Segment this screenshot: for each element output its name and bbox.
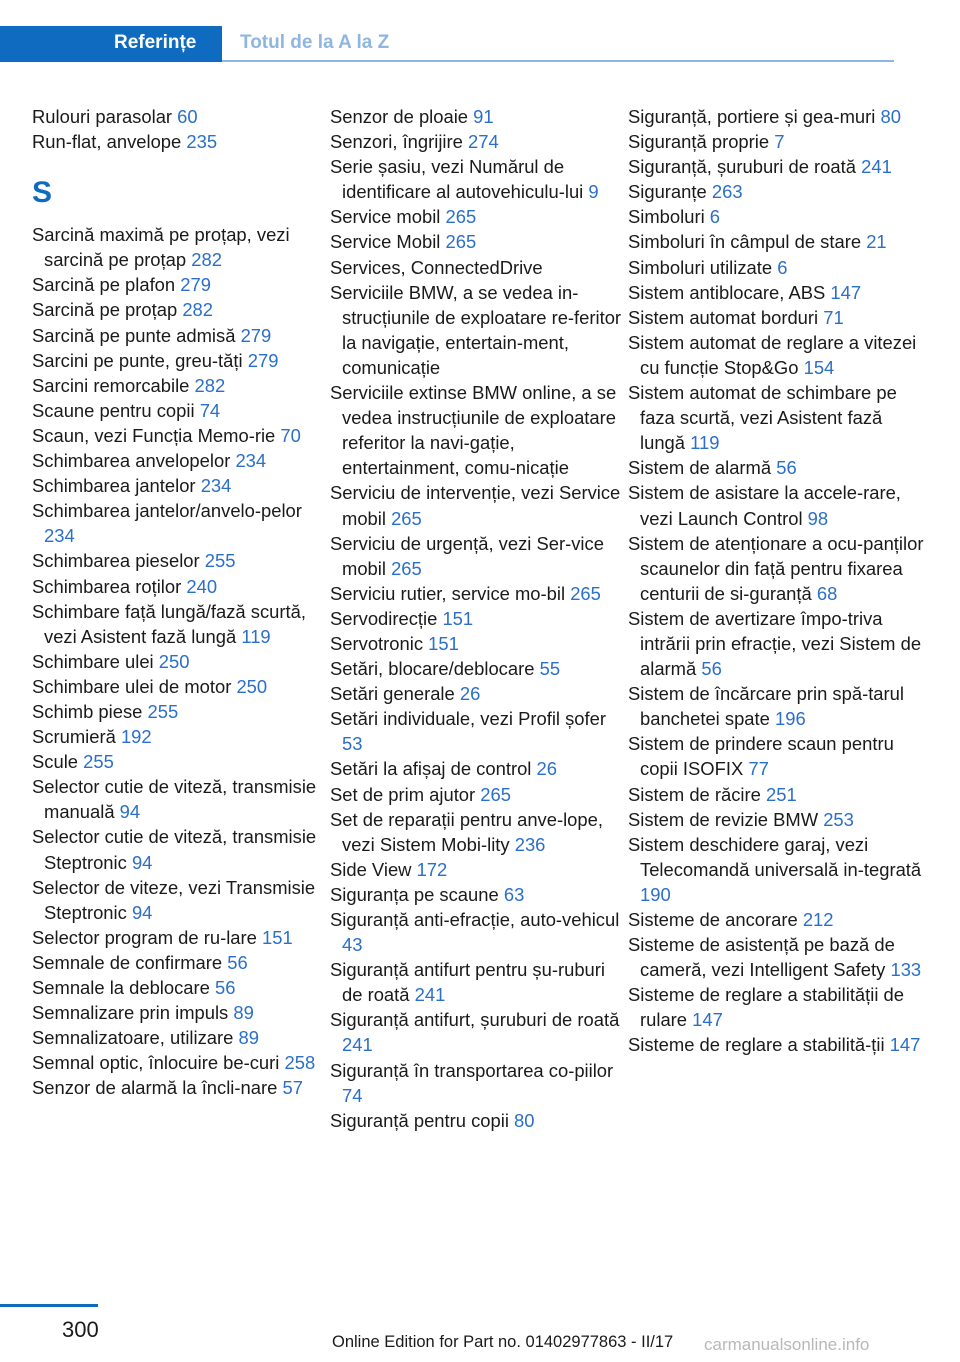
index-entry <box>32 473 322 498</box>
page-link[interactable]: 68 <box>816 582 838 604</box>
page-link[interactable]: 151 <box>442 607 474 629</box>
index-entry <box>330 255 622 280</box>
entry-text: Sistem de avertizare împo-triva intrării prin efracție, vezi Sistem de alarmă <box>628 607 922 680</box>
index-entry <box>628 330 928 380</box>
page-link[interactable]: 234 <box>200 475 232 497</box>
page-link[interactable]: 91 <box>473 106 494 127</box>
entry-text: Sistem automat borduri <box>628 306 819 328</box>
entry-text: Siguranță, portiere și gea-muri <box>628 106 876 127</box>
entry-text: Scaun, vezi Funcția Memo-rie <box>32 424 276 446</box>
index-entry <box>32 599 322 649</box>
page-link[interactable]: 190 <box>640 883 671 905</box>
page-link[interactable]: 9 <box>588 181 599 203</box>
section-letter: S <box>32 176 53 210</box>
index-entry <box>628 305 928 330</box>
page-link[interactable]: 172 <box>416 858 448 880</box>
index-column-1 <box>32 104 322 1100</box>
page-link[interactable]: 53 <box>342 733 363 755</box>
entry-text: Senzor de ploaie <box>330 106 469 127</box>
index-entry <box>628 531 928 606</box>
page-link[interactable]: 147 <box>692 1009 723 1031</box>
index-entry <box>330 706 622 756</box>
entry-text: Sistem de prindere scaun pentru copii ISOFIX <box>628 733 894 780</box>
index-entry <box>32 222 322 272</box>
index-entry <box>628 179 928 204</box>
index-entry <box>330 857 622 882</box>
page-link[interactable]: 21 <box>866 231 887 253</box>
index-entry <box>32 297 322 322</box>
entry-text: Semnalizatoare, utilizare <box>32 1027 234 1049</box>
page-link[interactable]: 56 <box>215 977 236 998</box>
edition-note: Online Edition for Part no. 01402977863 - II/17 <box>332 1333 674 1351</box>
entry-text: Sistem antiblocare, ABS <box>628 281 826 303</box>
index-entry <box>32 448 322 473</box>
index-entry <box>32 724 322 749</box>
index-entry <box>330 1007 622 1057</box>
index-entry <box>628 907 928 932</box>
entry-text: Semnale la deblocare <box>32 977 210 998</box>
entry-text: Schimbarea jantelor/anvelo-pelor <box>32 500 302 522</box>
entry-text: Schimbarea pieselor <box>32 550 200 572</box>
page-link[interactable]: 234 <box>235 450 267 472</box>
entry-text: Siguranță, șuruburi de roată <box>628 156 856 178</box>
footer-accent-line <box>0 1304 98 1307</box>
page-link[interactable]: 55 <box>539 658 561 680</box>
entry-text: Senzor de alarmă la încli-nare <box>32 1077 278 1099</box>
header-divider <box>222 60 894 62</box>
index-entry <box>32 574 322 599</box>
entry-text: Siguranță în transportarea co-piilor <box>330 1059 614 1081</box>
index-entry <box>628 380 928 455</box>
index-entry <box>32 824 322 874</box>
entry-text: Siguranțe <box>628 181 707 203</box>
entry-text: Selector program de ru-lare <box>32 926 257 948</box>
entry-text: Siguranța pe scaune <box>330 883 499 905</box>
index-entry <box>32 1025 322 1050</box>
entry-text: Schimbare ulei <box>32 650 154 672</box>
entry-text: Simboluri în câmpul de stare <box>628 231 862 253</box>
index-entry <box>330 1108 622 1133</box>
entry-text: Scule <box>32 751 79 773</box>
page-link[interactable]: 7 <box>774 131 785 153</box>
entry-text: Sistem de încărcare prin spă-tarul banchetei spate <box>628 683 904 730</box>
page-link[interactable]: 236 <box>514 833 546 855</box>
watermark: carmanualsonline.info <box>704 1335 870 1354</box>
entry-text: Set de prim ajutor <box>330 783 476 805</box>
index-entry <box>628 807 928 832</box>
page-link[interactable]: 80 <box>514 1109 535 1131</box>
index-entry <box>32 323 322 348</box>
entry-text: Serviciile extinse BMW online, a se vedea instrucțiunile de exploatare referitor la navi-gație, entertainment, comu-nicație <box>330 382 617 479</box>
page-link[interactable]: 235 <box>186 131 218 153</box>
entry-text: Setări, blocare/deblocare <box>330 658 535 680</box>
page-link[interactable]: 56 <box>227 951 248 973</box>
entry-text: Serviciu rutier, service mo-bil <box>330 582 566 604</box>
page-link[interactable]: 56 <box>701 658 722 680</box>
index-entry <box>32 104 322 129</box>
page-number: 300 <box>62 1317 99 1342</box>
entry-text: Siguranță antifurt pentru șu-ruburi de roată <box>330 959 605 1006</box>
page-link[interactable]: 26 <box>459 683 481 705</box>
entry-text: Semnal optic, înlocuire be-curi <box>32 1052 280 1074</box>
entry-text: Sistem de atenționare a ocu-panților scaunelor din față pentru fixarea centurii de si-guranță <box>628 532 924 604</box>
entry-text: Selector cutie de viteză, transmisie Steptronic <box>32 826 317 873</box>
entry-text: Simboluri utilizate <box>628 256 773 278</box>
index-entry <box>628 204 928 229</box>
page-link[interactable]: 265 <box>445 231 477 253</box>
entry-text: Sistem de alarmă <box>628 457 772 479</box>
page-link[interactable]: 119 <box>690 432 720 454</box>
entry-text: Sisteme de reglare a stabilității de rulare <box>628 984 905 1031</box>
index-entry <box>330 756 622 781</box>
index-entry <box>628 782 928 807</box>
index-entry <box>628 229 928 254</box>
page-link[interactable]: 282 <box>194 374 226 396</box>
page-link[interactable]: 255 <box>204 550 236 572</box>
index-entry <box>330 204 622 229</box>
page-link[interactable]: 60 <box>177 106 198 127</box>
page-link[interactable]: 279 <box>180 274 211 296</box>
entry-text: Rulouri parasolar <box>32 106 173 127</box>
page-link[interactable]: 6 <box>777 256 788 278</box>
entry-text: Setări la afișaj de control <box>330 758 532 780</box>
entry-text: Setări individuale, vezi Profil șofer <box>330 708 606 730</box>
entry-text: Sistem de asistare la accele-rare, vezi Launch Control <box>628 482 901 529</box>
page-link[interactable]: 151 <box>262 926 293 948</box>
index-entry <box>32 423 322 448</box>
index-entry <box>32 749 322 774</box>
index-entry <box>628 129 928 154</box>
entry-text: Sarcină pe punte admisă <box>32 324 236 346</box>
page-link[interactable]: 265 <box>480 783 511 805</box>
page-link[interactable]: 89 <box>233 1002 254 1024</box>
index-entry <box>330 882 622 907</box>
page-link[interactable]: 70 <box>280 424 301 446</box>
page-link[interactable]: 94 <box>131 851 153 873</box>
index-entry <box>628 982 928 1032</box>
page-link[interactable]: 147 <box>830 281 862 303</box>
page-link[interactable]: 26 <box>536 758 557 780</box>
index-entry <box>628 455 928 480</box>
page-link[interactable]: 253 <box>823 808 854 830</box>
page-link[interactable]: 212 <box>802 909 834 930</box>
entry-text: Serviciu de urgență, vezi Ser-vice mobil <box>330 532 604 579</box>
index-entry <box>628 731 928 781</box>
entry-text: Services, ConnectedDrive <box>330 256 543 278</box>
page-link[interactable]: 265 <box>391 557 422 579</box>
entry-text: Run-flat, anvelope <box>32 131 182 153</box>
entry-text: Setări generale <box>330 683 455 705</box>
page-link[interactable]: 133 <box>890 959 922 981</box>
index-entry <box>628 480 928 530</box>
page-link[interactable]: 282 <box>191 249 222 271</box>
entry-text: Sistem automat de schimbare pe faza scurtă, vezi Asistent fază lungă <box>628 382 897 454</box>
entry-text: Sistem automat de reglare a vitezei cu funcție Stop&Go <box>628 331 917 378</box>
page-link[interactable]: 119 <box>241 625 271 647</box>
index-entry <box>32 975 322 1000</box>
page-link[interactable]: 255 <box>147 700 179 722</box>
index-entry <box>32 1050 322 1075</box>
index-entry <box>32 649 322 674</box>
index-entry <box>32 272 322 297</box>
entry-text: Sarcină maximă pe proțap, vezi sarcină pe proțap <box>32 224 290 271</box>
entry-text: Schimbare ulei de motor <box>32 675 232 697</box>
index-entry <box>330 380 622 480</box>
page-link[interactable]: 192 <box>120 726 152 748</box>
entry-text: Simboluri <box>628 206 705 228</box>
entry-text: Scaune pentru copii <box>32 399 195 421</box>
entry-text: Serie șasiu, vezi Numărul de identificare al autovehiculu-lui <box>330 156 584 203</box>
page-link[interactable]: 71 <box>823 306 844 328</box>
entry-text: Semnale de confirmare <box>32 951 223 973</box>
index-entry <box>330 907 622 957</box>
entry-text: Sarcină pe plafon <box>32 274 176 296</box>
page-link[interactable]: 154 <box>803 356 835 378</box>
entry-text: Schimb piese <box>32 700 143 722</box>
page-link[interactable]: 279 <box>247 349 279 371</box>
page-link[interactable]: 250 <box>158 650 190 672</box>
page-link[interactable]: 279 <box>240 324 272 346</box>
page-link[interactable]: 80 <box>880 106 901 127</box>
index-entry <box>32 699 322 724</box>
entry-text: Sistem de răcire <box>628 783 761 805</box>
index-entry <box>628 255 928 280</box>
page-link[interactable]: 77 <box>748 758 769 780</box>
entry-text: Schimbarea anvelopelor <box>32 450 231 472</box>
index-entry <box>330 681 622 706</box>
page-link[interactable]: 250 <box>236 675 268 697</box>
page-link[interactable]: 94 <box>131 901 153 923</box>
index-entry <box>330 154 622 204</box>
index-entry <box>628 932 928 982</box>
entry-text: Service Mobil <box>330 231 441 253</box>
index-entry <box>330 606 622 631</box>
page-link[interactable]: 258 <box>284 1052 316 1074</box>
index-entry <box>32 950 322 975</box>
page-link[interactable]: 56 <box>776 457 797 479</box>
index-entry <box>330 129 622 154</box>
index-entry <box>32 548 322 573</box>
index-entry <box>32 774 322 824</box>
index-entry <box>330 104 622 129</box>
page-link[interactable]: 240 <box>186 575 218 597</box>
index-entry <box>32 373 322 398</box>
entry-text: Scrumieră <box>32 726 116 748</box>
index-entry <box>628 154 928 179</box>
entry-text: Sisteme de ancorare <box>628 909 798 930</box>
entry-text: Sisteme de asistență pe bază de cameră, vezi Intelligent Safety <box>628 934 895 981</box>
page-link[interactable]: 263 <box>711 181 743 203</box>
page-link[interactable]: 74 <box>199 399 221 421</box>
header-bar <box>0 0 960 62</box>
index-entry <box>628 1032 928 1057</box>
entry-text: Set de reparații pentru anve-lope, vezi Sistem Mobi-lity <box>330 808 603 855</box>
index-entry <box>32 129 322 154</box>
index-entry <box>330 656 622 681</box>
index-entry <box>330 807 622 857</box>
tab-references[interactable]: Referințe <box>0 26 222 62</box>
page-link[interactable]: 241 <box>342 1034 373 1056</box>
page-link[interactable]: 147 <box>889 1034 921 1056</box>
entry-text: Siguranță pentru copii <box>330 1109 509 1131</box>
entry-text: Side View <box>330 858 412 880</box>
index-entry <box>32 498 322 548</box>
page-link[interactable]: 234 <box>44 525 75 547</box>
page-link[interactable]: 151 <box>428 632 459 654</box>
index-entry <box>32 1000 322 1025</box>
index-entry <box>330 1058 622 1108</box>
entry-text: Servotronic <box>330 632 424 654</box>
entry-text: Semnalizare prin impuls <box>32 1002 229 1024</box>
entry-text: Siguranță anti-efracție, auto-vehicul <box>330 909 620 930</box>
page-link[interactable]: 241 <box>414 984 446 1006</box>
page-link[interactable]: 57 <box>282 1077 303 1099</box>
page-link[interactable]: 63 <box>503 883 525 905</box>
index-column-2 <box>330 104 622 1133</box>
entry-text: Schimbare față lungă/fază scurtă, vezi Asistent fază lungă <box>32 600 306 647</box>
page-link[interactable]: 43 <box>342 934 363 956</box>
page-link[interactable]: 196 <box>774 708 806 730</box>
entry-text: Servodirecție <box>330 607 438 629</box>
page-link[interactable]: 265 <box>391 507 422 529</box>
page-link[interactable]: 241 <box>861 156 892 178</box>
entry-text: Selector cutie de viteză, transmisie manuală <box>32 776 317 823</box>
entry-text: Serviciu de intervenție, vezi Service mobil <box>330 482 621 529</box>
entry-text: Serviciile BMW, a se vedea in-strucțiunile de exploatare re-feritor la navigație, entertain-ment, comunicație <box>330 281 622 378</box>
page-link[interactable]: 265 <box>570 582 601 604</box>
entry-text: Siguranță proprie <box>628 131 770 153</box>
page-link[interactable]: 282 <box>182 299 213 321</box>
index-entry <box>32 348 322 373</box>
entry-text: Sistem deschidere garaj, vezi Telecomandă universală in-tegrată <box>628 833 922 880</box>
entry-text: Sarcină pe proțap <box>32 299 178 321</box>
index-entry <box>32 875 322 925</box>
page-link[interactable]: 255 <box>83 751 114 773</box>
index-entry <box>330 229 622 254</box>
entry-text: Sistem de revizie BMW <box>628 808 819 830</box>
index-entry <box>628 104 928 129</box>
index-entry <box>32 1075 322 1100</box>
index-entry <box>628 832 928 907</box>
page-link[interactable]: 6 <box>709 206 721 228</box>
index-column-3 <box>628 104 928 1058</box>
entry-text: Schimbarea jantelor <box>32 475 196 497</box>
index-entry <box>330 782 622 807</box>
entry-text: Senzori, îngrijire <box>330 131 463 153</box>
entry-text: Siguranță antifurt, șuruburi de roată <box>330 1009 620 1031</box>
page-link[interactable]: 94 <box>119 801 141 823</box>
index-entry <box>330 957 622 1007</box>
entry-text: Schimbarea roților <box>32 575 182 597</box>
entry-text: Sisteme de reglare a stabilită-ții <box>628 1034 885 1056</box>
page-link[interactable]: 265 <box>445 206 477 228</box>
page-link[interactable]: 89 <box>238 1027 259 1049</box>
index-entry <box>628 681 928 731</box>
tab-a-to-z[interactable]: Totul de la A la Z <box>240 32 390 53</box>
index-entry <box>32 925 322 950</box>
page-link[interactable]: 74 <box>342 1084 363 1106</box>
index-entry <box>330 631 622 656</box>
index-entry <box>628 280 928 305</box>
index-entry <box>330 280 622 380</box>
index-entry <box>628 606 928 681</box>
index-entry <box>330 531 622 581</box>
index-entry <box>32 398 322 423</box>
index-entry <box>330 581 622 606</box>
page-link[interactable]: 274 <box>468 131 499 153</box>
entry-text: Sarcini pe punte, greu-tăți <box>32 349 243 371</box>
index-entry <box>330 480 622 530</box>
entry-text: Selector de viteze, vezi Transmisie Steptronic <box>32 876 316 923</box>
page-link[interactable]: 251 <box>766 783 797 805</box>
page-link[interactable]: 98 <box>807 507 829 529</box>
index-entry <box>32 674 322 699</box>
entry-text: Service mobil <box>330 206 441 228</box>
entry-text: Sarcini remorcabile <box>32 374 190 396</box>
